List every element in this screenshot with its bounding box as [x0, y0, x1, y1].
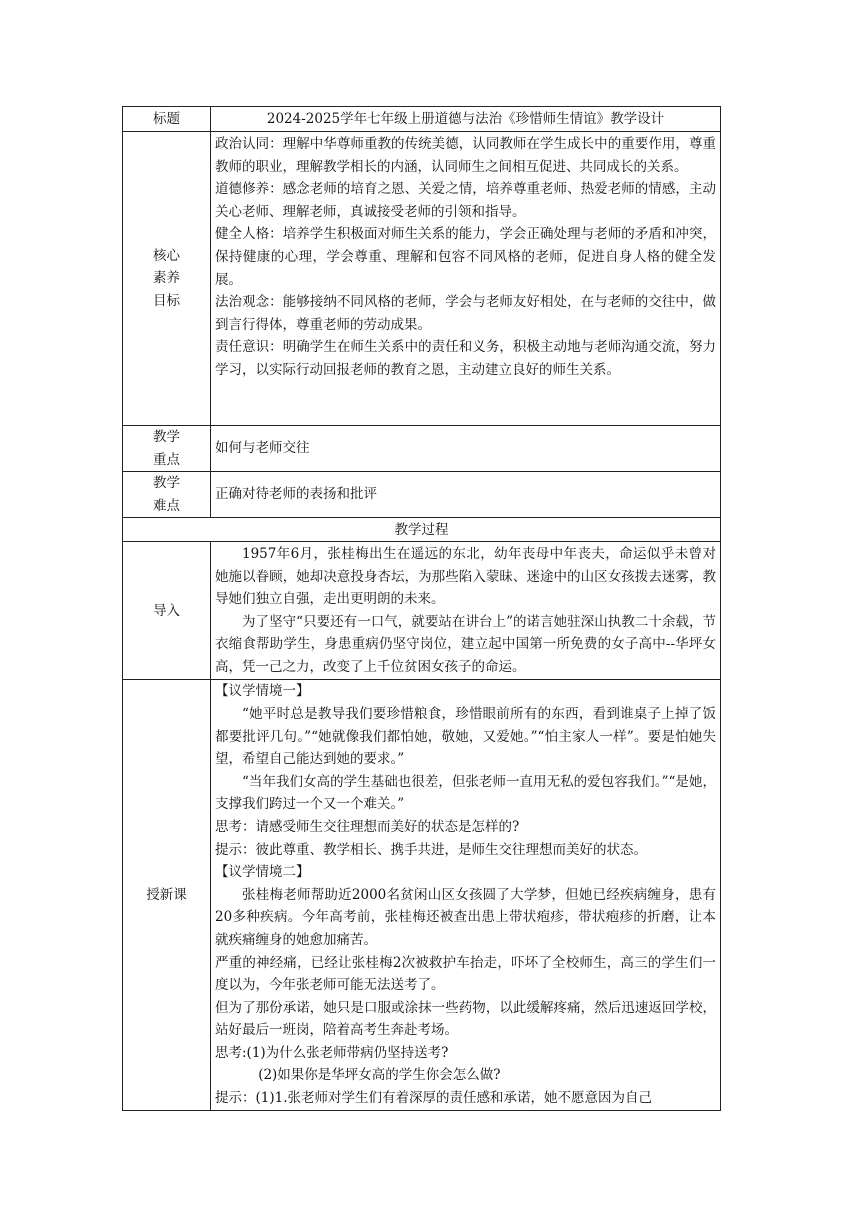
intro-label: 导入: [123, 542, 211, 680]
key-point-value: 如何与老师交往: [211, 426, 721, 472]
difficulty-row: [123, 472, 721, 518]
difficulty-value: 正确对待老师的表扬和批评: [211, 472, 721, 518]
key-point-label: 教学 重点: [123, 426, 211, 472]
intro-paragraph-2: 为了坚守“只要还有一口气，就要站在讲台上”的诺言她驻深山执教二十余载，节衣缩食帮助学生，身患重病仍坚守岗位，建立起中国第一所免费的女子高中--华坪女高，凭一己之力，改变了上千位贫困女孩子的命运。: [215, 613, 716, 676]
document-title: 2024-2025学年七年级上册道德与法治《珍惜师生情谊》教学设计: [211, 107, 721, 132]
core-goals-content: [211, 132, 721, 426]
scenario-2-title: 【议学情境二】: [215, 864, 310, 881]
process-header-row: [123, 518, 721, 542]
intro-content: [211, 542, 721, 680]
hint-2: 提示：(1)1.张老师对学生们有着深厚的责任感和承诺，她不愿意因为自己: [215, 1090, 653, 1107]
core-goals-row: [123, 132, 721, 426]
goal-responsibility: 责任意识：明确学生在师生关系中的责任和义务，积极主动地与老师沟通交流，努力学习，以实际行动回报老师的教育之恩，主动建立良好的师生关系。: [215, 339, 716, 378]
scenario-1-title: 【议学情境一】: [215, 683, 310, 700]
key-point-row: [123, 426, 721, 472]
title-row: [123, 107, 721, 132]
scenario-2-paragraph-2: 严重的神经痛，已经让张桂梅2次被救护车抬走，吓坏了全校师生，高三的学生们一度以为，今年张老师可能无法送考了。: [215, 954, 716, 994]
think-2-question-2: (2)如果你是华坪女高的学生你会怎么做?: [258, 1067, 501, 1084]
difficulty-label: 教学 难点: [123, 472, 211, 518]
goal-political: 政治认同：理解中华尊师重教的传统美德，认同教师在学生成长中的重要作用，尊重教师的职业，理解教学相长的内涵，认同师生之间相互促进、共同成长的关系。: [215, 136, 716, 175]
scenario-1-quote-1: “她平时总是教导我们要珍惜粮食，珍惜眼前所有的东西，看到谁桌子上掉了饭都要批评几句。”“她就像我们都怕她，敬她，又爱她。”“怕主家人一样”。要是怕她失望，希望自己能达到她的要求。”: [215, 705, 716, 768]
intro-paragraph-1: 1957年6月，张桂梅出生在遥远的东北，幼年丧母中年丧夫，命运似乎未曾对她施以眷顾，她却决意投身杏坛，为那些陷入蒙昧、迷途中的山区女孩拨去迷雾，教导她们独立自强，走出更明朗的未来。: [215, 546, 716, 608]
goal-personality: 健全人格：培养学生积极面对师生关系的能力，学会正确处理与老师的矛盾和冲突，保持健康的心理，学会尊重、理解和包容不同风格的老师，促进自身人格的健全发展。: [215, 226, 716, 288]
new-lesson-label: 授新课: [123, 680, 211, 1110]
think-2-question-1: 思考:(1)为什么张老师带病仍坚持送考?: [215, 1044, 449, 1061]
core-goals-label: 核心 素养 目标: [123, 132, 211, 426]
title-label: 标题: [123, 107, 211, 132]
intro-row: [123, 542, 721, 680]
process-header: 教学过程: [123, 518, 721, 542]
scenario-2-paragraph-1: 张桂梅老师帮助近2000名贫闲山区女孩圆了大学梦，但她已经疾病缠身，患有20多种疾病。今年高考前，张桂梅还被查出患上带状疱疹，带状疱疹的折磨，让本就疾痛缠身的她愈加痛苦。: [215, 886, 716, 948]
new-lesson-row: [123, 680, 721, 1110]
think-1: 思考：请感受师生交往理想而美好的状态是怎样的?: [215, 818, 520, 835]
scenario-1-quote-2: “当年我们女高的学生基础也很差，但张老师一直用无私的爱包容我们。”“是她，支撑我们跨过一个又一个难关。”: [215, 773, 716, 813]
hint-1: 提示：彼此尊重、教学相长、携手共进，是师生交往理想而美好的状态。: [215, 841, 647, 858]
scenario-2-paragraph-3: 但为了那份承诺，她只是口服或涂抹一些药物，以此缓解疼痛，然后迅速返回学校，站好最后一班岗，陪着高考生奔赴考场。: [215, 999, 716, 1039]
goal-law: 法治观念：能够接纳不同风格的老师，学会与老师友好相处，在与老师的交往中，做到言行得体，尊重老师的劳动成果。: [215, 294, 716, 333]
lesson-plan-table: [122, 106, 721, 1111]
new-lesson-content: [211, 680, 721, 1110]
goal-moral: 道德修养：感念老师的培育之恩、关爱之情，培养尊重老师、热爱老师的情感，主动关心老师、理解老师，真诚接受老师的引领和指导。: [215, 181, 716, 220]
